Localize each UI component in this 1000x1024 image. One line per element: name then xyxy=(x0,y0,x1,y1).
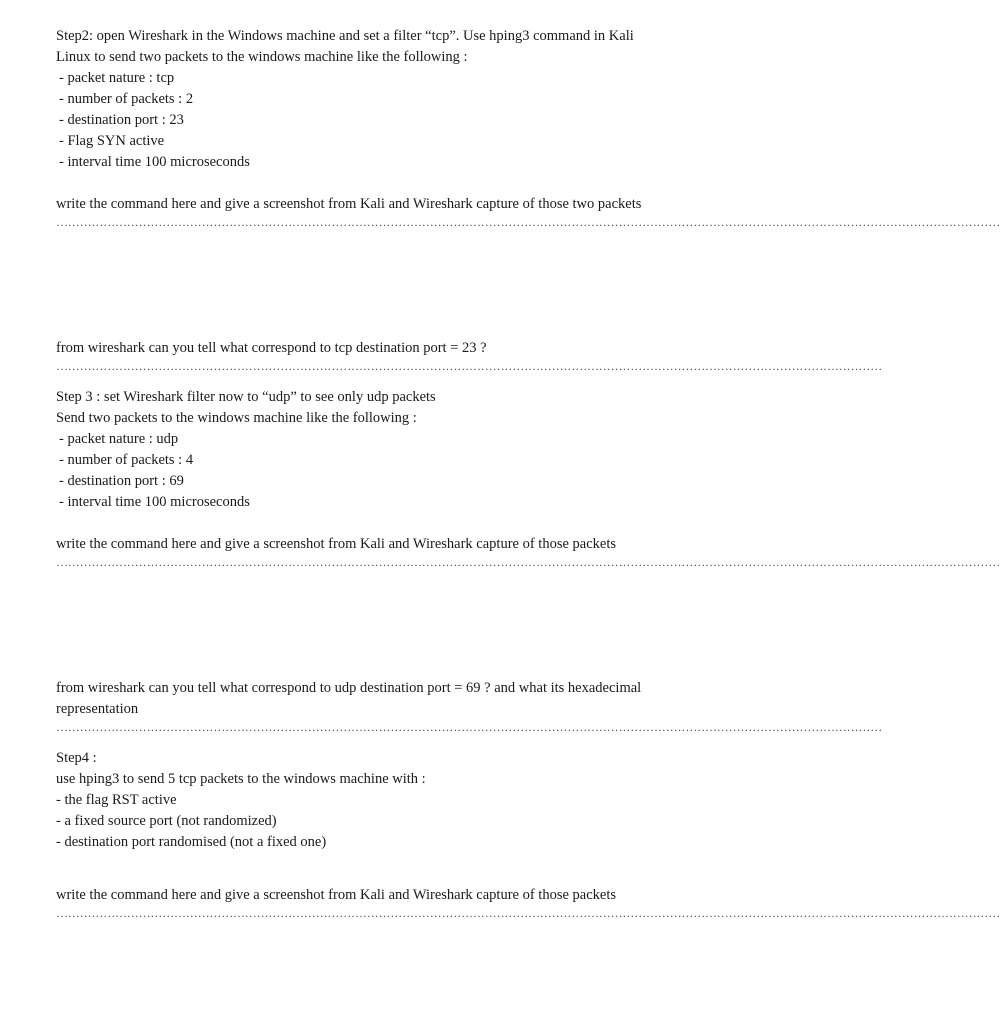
step3-question-line2: representation xyxy=(56,701,139,717)
step4-intro: use hping3 to send 5 tcp packets to the windows machine with : xyxy=(56,771,426,787)
step3-list-item: - destination port : 69 xyxy=(59,473,184,489)
step2-intro-line2: Linux to send two packets to the windows machine like the following : xyxy=(56,49,468,65)
step4-list-item: - the flag RST active xyxy=(56,792,177,808)
step3-instruction: write the command here and give a screenshot from Kali and Wireshark capture of those packets xyxy=(56,536,617,552)
step4-instruction: write the command here and give a screenshot from Kali and Wireshark capture of those packets xyxy=(56,887,617,903)
step4-list-item: - a fixed source port (not randomized) xyxy=(56,813,277,829)
step2-intro-line1: Step2: open Wireshark in the Windows machine and set a filter “tcp”. Use hping3 command in Kali xyxy=(56,28,634,44)
step2-list-item: - Flag SYN active xyxy=(59,133,165,149)
step2-instruction: write the command here and give a screenshot from Kali and Wireshark capture of those two packets xyxy=(56,196,642,212)
step2-answer-line[interactable]: …………………………………………………………………………………………………………………………………………………………………………………………………………………… xyxy=(56,215,1000,229)
step3-answer-line[interactable]: …………………………………………………………………………………………………………………………………………………………………………………………………………………… xyxy=(56,555,1000,569)
step3-intro-line1: Step 3 : set Wireshark filter now to “udp” to see only udp packets xyxy=(56,389,436,405)
step2-list-item: - destination port : 23 xyxy=(59,112,184,128)
step4-heading: Step4 : xyxy=(56,750,97,766)
step3-section xyxy=(56,387,1000,741)
step4-answer-line[interactable]: …………………………………………………………………………………………………………………………………………………………………………………………………………………… xyxy=(56,906,1000,920)
step4-section xyxy=(56,748,1000,927)
step2-question: from wireshark can you tell what correspond to tcp destination port = 23 ? xyxy=(56,340,487,356)
step3-list-item: - packet nature : udp xyxy=(59,431,179,447)
step3-question-answer-line[interactable]: ………………………………………………………………………………………………………………………………………………………………………………………… xyxy=(56,720,883,734)
step4-list-item: - destination port randomised (not a fixed one) xyxy=(56,834,327,850)
step3-list-item: - interval time 100 microseconds xyxy=(59,494,250,510)
step3-list-item: - number of packets : 4 xyxy=(59,452,194,468)
step2-list-item: - interval time 100 microseconds xyxy=(59,154,250,170)
step3-question-line1: from wireshark can you tell what correspond to udp destination port = 69 ? and what its hexadecimal xyxy=(56,680,642,696)
step3-intro-line2: Send two packets to the windows machine like the following : xyxy=(56,410,417,426)
step2-list-item: - packet nature : tcp xyxy=(59,70,175,86)
step2-section xyxy=(56,26,1000,380)
step2-list-item: - number of packets : 2 xyxy=(59,91,194,107)
worksheet-page xyxy=(56,26,1000,927)
step2-question-answer-line[interactable]: ………………………………………………………………………………………………………………………………………………………………………………………… xyxy=(56,359,883,373)
